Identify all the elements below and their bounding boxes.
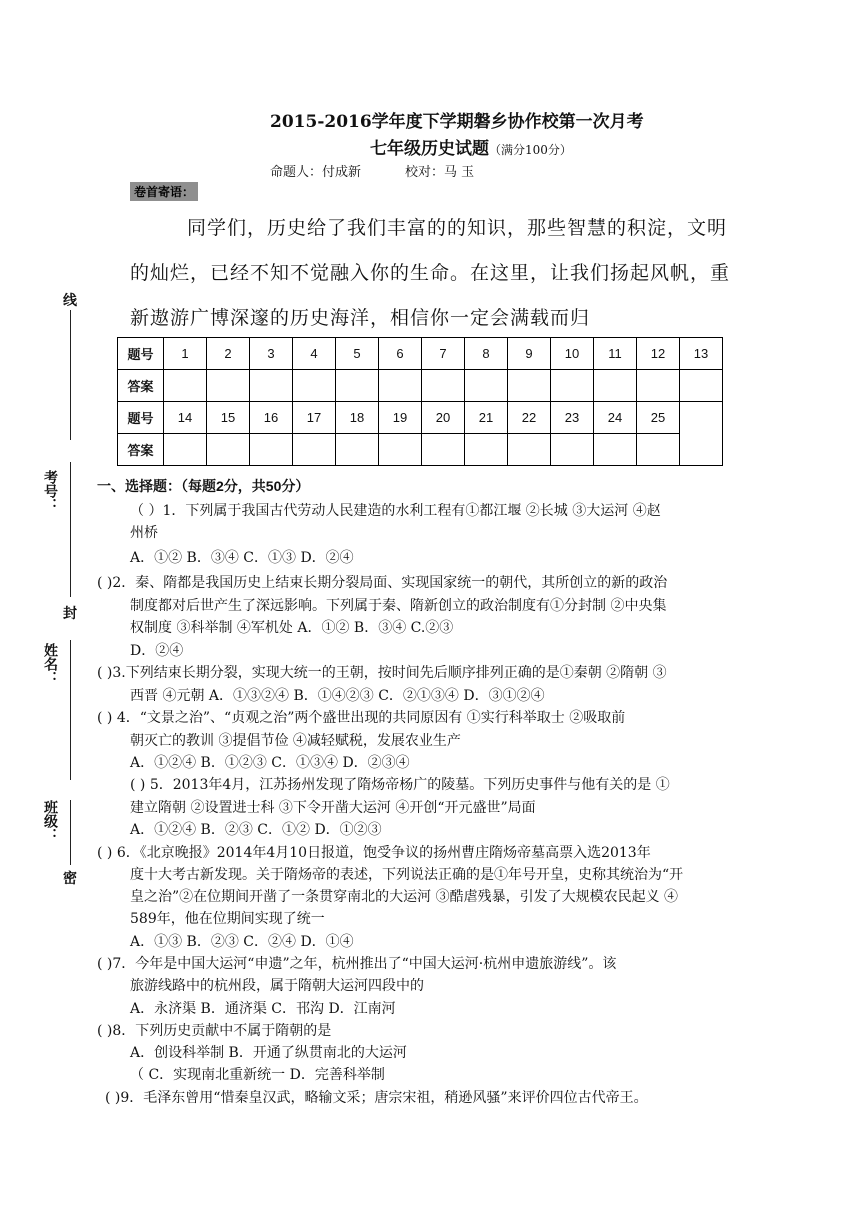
question-number: 19	[379, 402, 422, 434]
question-line: A．①②④ B．②③ C．①② D．①②③	[130, 822, 382, 838]
question-line: ( ) 5．2013年4月，江苏扬州发现了隋炀帝杨广的陵墓。下列历史事件与他有关的是 ①	[130, 777, 670, 793]
question-number: 15	[207, 402, 250, 434]
question-line: ( )2．秦、隋都是我国历史上结束长期分裂局面、实现国家统一的朝代，其所创立的新的政治	[97, 575, 668, 591]
question-number: 18	[336, 402, 379, 434]
answer-cell[interactable]	[336, 434, 379, 466]
answer-label: 答案	[118, 370, 164, 402]
question-number: 17	[293, 402, 336, 434]
score-note: （满分100分）	[489, 143, 572, 157]
question-number: 25	[637, 402, 680, 434]
question-number: 1	[164, 338, 207, 370]
author-label: 命题人：付成新	[270, 165, 362, 180]
question-number: 7	[422, 338, 465, 370]
answer-cell[interactable]	[293, 434, 336, 466]
question-line: 度十大考古新发现。关于隋炀帝的表述，下列说法正确的是①年号开皇，史称其统治为“开	[130, 867, 684, 883]
question-number: 24	[594, 402, 637, 434]
question-line: ( )3.下列结束长期分裂，实现大统一的王朝，按时间先后顺序排列正确的是①秦朝 ②隋朝 ③	[97, 665, 667, 681]
question-number: 5	[336, 338, 379, 370]
empty-cell	[680, 402, 723, 466]
exam-subtitle	[370, 134, 572, 159]
foreword-tag: 卷首寄语：	[130, 182, 198, 201]
table-row	[118, 370, 723, 402]
question-line: D．②④	[130, 643, 184, 659]
binding-line	[70, 310, 71, 440]
answer-cell[interactable]	[336, 370, 379, 402]
section-heading: 一、选择题：（每题2分，共50分）	[97, 478, 310, 494]
question-number: 20	[422, 402, 465, 434]
foreword-line: 新遨游广博深邃的历史海洋，相信你一定会满载而归	[130, 307, 591, 329]
question-number: 9	[508, 338, 551, 370]
question-line: 旅游线路中的杭州段，属于隋朝大运河四段中的	[130, 978, 424, 994]
question-line: ( ) 4．“文景之治”、“贞观之治”两个盛世出现的共同原因有 ①实行科举取士 ②吸取前	[97, 710, 626, 726]
question-line: 西晋 ④元朝 A．①③②④ B．①④②③ C．②①③④ D．③①②④	[130, 688, 545, 704]
answer-cell[interactable]	[207, 370, 250, 402]
proofreader-label: 校对：马 玉	[405, 165, 475, 180]
num-label: 题号	[118, 402, 164, 434]
question-line: A．①② B．③④ C．①③ D．②④	[130, 550, 354, 566]
binding-kaohao: 考号：	[43, 470, 59, 512]
answer-cell[interactable]	[250, 434, 293, 466]
binding-mi: 密	[63, 870, 77, 886]
answer-cell[interactable]	[551, 370, 594, 402]
binding-banji: 班级：	[43, 800, 59, 842]
question-line: 制度都对后世产生了深远影响。下列属于秦、隋新创立的政治制度有①分封制 ②中央集	[130, 598, 667, 614]
binding-line	[70, 462, 71, 597]
answer-cell[interactable]	[594, 434, 637, 466]
foreword-line: 同学们，历史给了我们丰富的的知识，那些智慧的积淀，文明	[187, 217, 728, 239]
question-line: 589年，他在位期间实现了统一	[130, 911, 325, 927]
exam-title: 2015-2016学年度下学期磐乡协作校第一次月考	[270, 112, 644, 132]
question-number: 4	[293, 338, 336, 370]
answer-cell[interactable]	[422, 434, 465, 466]
question-line: ( )8．下列历史贡献中不属于隋朝的是	[97, 1023, 332, 1039]
question-line: 权制度 ③科举制 ④军机处 A．①② B．③④ C.②③	[130, 620, 454, 636]
question-number: 3	[250, 338, 293, 370]
question-number: 22	[508, 402, 551, 434]
answer-cell[interactable]	[594, 370, 637, 402]
subject-title: 七年级历史试题	[370, 139, 489, 159]
question-number: 16	[250, 402, 293, 434]
binding-xian: 线	[63, 292, 77, 308]
question-number: 8	[465, 338, 508, 370]
answer-cell[interactable]	[422, 370, 465, 402]
binding-xingming: 姓名：	[43, 643, 59, 685]
binding-line	[70, 800, 71, 865]
question-number: 6	[379, 338, 422, 370]
question-number: 21	[465, 402, 508, 434]
question-line: 皇之治”②在位期间开凿了一条贯穿南北的大运河 ③酷虐残暴，引发了大规模农民起义 ④	[130, 889, 679, 905]
answer-cell[interactable]	[465, 370, 508, 402]
table-row	[118, 434, 723, 466]
question-number: 2	[207, 338, 250, 370]
binding-line	[70, 640, 71, 780]
question-line: A．①②④ B．①②③ C．①③④ D．②③④	[130, 755, 410, 771]
question-line: ( )9．毛泽东曾用“惜秦皇汉武，略输文采；唐宗宋祖，稍逊风骚”来评价四位古代帝王。	[105, 1090, 648, 1106]
table-row	[118, 402, 723, 434]
binding-feng: 封	[63, 605, 77, 621]
answer-cell[interactable]	[637, 370, 680, 402]
answer-cell[interactable]	[250, 370, 293, 402]
answer-cell[interactable]	[293, 370, 336, 402]
table-row	[118, 338, 723, 370]
answer-cell[interactable]	[680, 370, 723, 402]
question-line: ( ) 6．《北京晚报》2014年4月10日报道，饱受争议的扬州曹庄隋炀帝墓高票入选2013年	[97, 845, 651, 861]
question-line: 建立隋朝 ②设置进士科 ③下令开凿大运河 ④开创“开元盛世”局面	[130, 800, 536, 816]
num-label: 题号	[118, 338, 164, 370]
question-line: 州桥	[130, 525, 158, 541]
answer-cell[interactable]	[164, 434, 207, 466]
question-line: ( )7．今年是中国大运河“申遗”之年，杭州推出了“中国大运河·杭州申遗旅游线”。该	[97, 956, 617, 972]
answer-cell[interactable]	[207, 434, 250, 466]
answer-cell[interactable]	[164, 370, 207, 402]
answer-cell[interactable]	[379, 370, 422, 402]
answer-cell[interactable]	[637, 434, 680, 466]
answer-cell[interactable]	[508, 370, 551, 402]
question-line: A．永济渠 B．通济渠 C．邗沟 D．江南河	[130, 1001, 396, 1017]
question-number: 23	[551, 402, 594, 434]
answer-cell[interactable]	[465, 434, 508, 466]
answer-cell[interactable]	[379, 434, 422, 466]
question-number: 10	[551, 338, 594, 370]
question-number: 13	[680, 338, 723, 370]
question-number: 12	[637, 338, 680, 370]
question-number: 11	[594, 338, 637, 370]
exam-meta	[270, 161, 474, 180]
question-line: （ ）1．下列属于我国古代劳动人民建造的水利工程有①都江堰 ②长城 ③大运河 ④赵	[130, 503, 661, 519]
question-number: 14	[164, 402, 207, 434]
answer-cell[interactable]	[551, 434, 594, 466]
question-line: A．①③ B．②③ C．②④ D．①④	[130, 934, 354, 950]
question-line: 朝灭亡的教训 ③提倡节俭 ④减轻赋税，发展农业生产	[130, 733, 461, 749]
question-line: A．创设科举制 B．开通了纵贯南北的大运河	[130, 1045, 407, 1061]
question-line: （ C．实现南北重新统一 D．完善科举制	[130, 1067, 385, 1083]
foreword-line: 的灿烂，已经不知不觉融入你的生命。在这里，让我们扬起风帆，重	[130, 262, 731, 284]
answer-table	[117, 337, 723, 466]
answer-label: 答案	[118, 434, 164, 466]
answer-cell[interactable]	[508, 434, 551, 466]
